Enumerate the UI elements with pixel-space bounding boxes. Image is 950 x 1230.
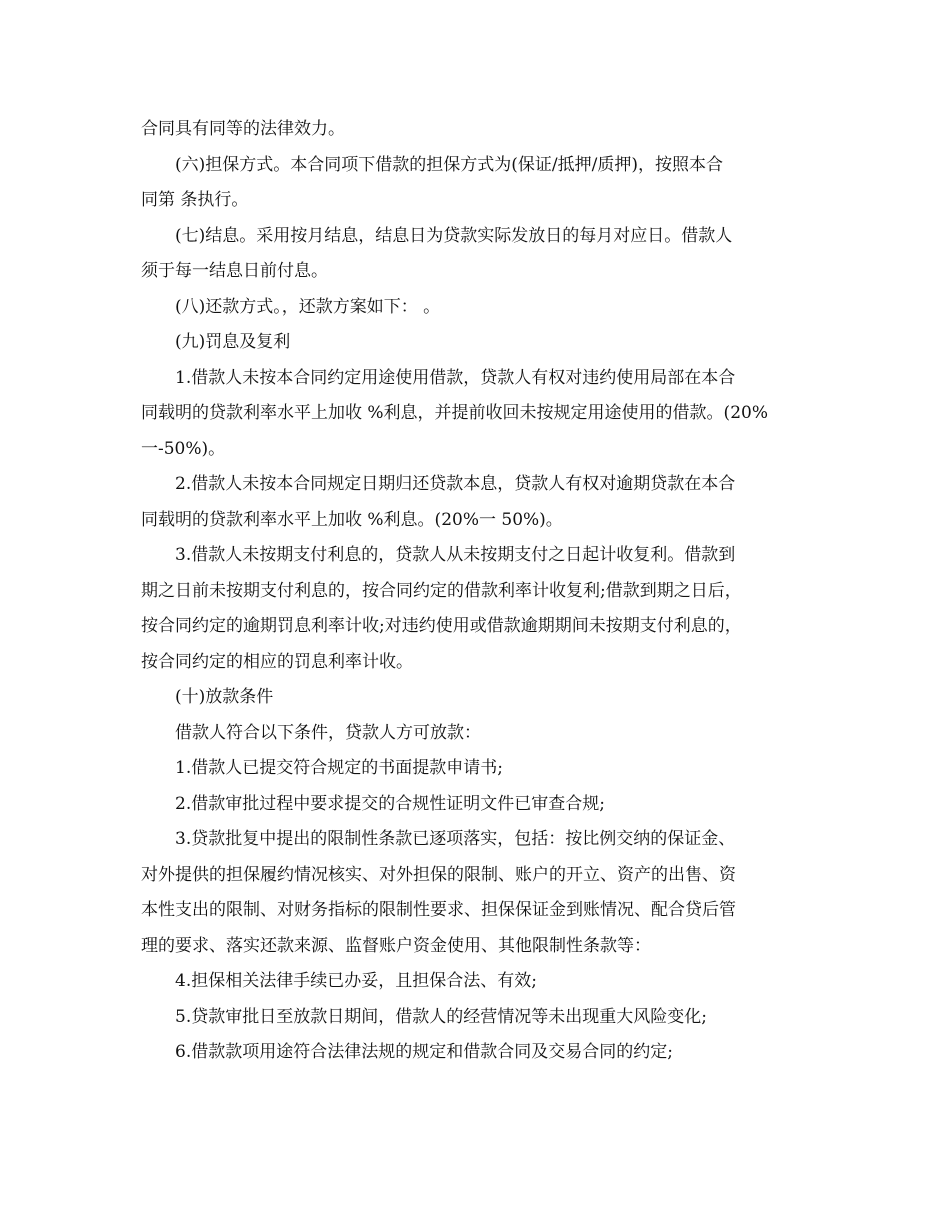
document-page	[141, 112, 811, 1071]
text-line: 一-50%)。	[141, 438, 226, 459]
text-line: (六)担保方式。本合同项下借款的担保方式为(保证/抵押/质押)，按照本合	[175, 154, 723, 175]
section-heading: (九)罚息及复利	[175, 332, 291, 352]
text-line: 合同具有同等的法律效力。	[141, 119, 345, 139]
list-item: 4.担保相关法律手续已办妥，且担保合法、有效;	[175, 971, 537, 991]
list-item: 2.借款审批过程中要求提交的合规性证明文件已审查合规;	[175, 793, 605, 814]
text-line: 期之日前未按期支付利息的，按合同约定的借款利率计收复利;借款到期之日后，	[141, 580, 742, 601]
text-line: 本性支出的限制、对财务指标的限制性要求、担保保证金到账情况、配合贷后管	[141, 900, 736, 920]
text-line: 同第 条执行。	[141, 190, 249, 210]
text-line: 借款人符合以下条件，贷款人方可放款：	[175, 722, 481, 743]
text-line: 1.借款人未按本合同约定用途使用借款，贷款人有权对违约使用局部在本合	[175, 367, 736, 388]
text-line: 3.借款人未按期支付利息的，贷款人从未按期支付之日起计收复利。借款到	[175, 545, 736, 565]
section-heading: (十)放款条件	[175, 687, 274, 707]
text-line: 按合同约定的逾期罚息利率计收;对违约使用或借款逾期期间未按期支付利息的，	[141, 616, 742, 636]
text-line: 同载明的贷款利率水平上加收 %利息。(20%一 50%)。	[141, 509, 563, 530]
text-line: (八)还款方式。，还款方案如下： 。	[175, 296, 441, 317]
text-line: 按合同约定的相应的罚息利率计收。	[141, 651, 413, 672]
list-item: 6.借款款项用途符合法律法规的规定和借款合同及交易合同的约定;	[175, 1042, 673, 1062]
list-item: 1.借款人已提交符合规定的书面提款申请书;	[175, 758, 503, 778]
text-line: 理的要求、落实还款来源、监督账户资金使用、其他限制性条款等：	[141, 935, 651, 956]
text-line: 2.借款人未按本合同规定日期归还贷款本息，贷款人有权对逾期贷款在本合	[175, 474, 736, 494]
text-line: (七)结息。采用按月结息，结息日为贷款实际发放日的每月对应日。借款人	[175, 225, 733, 246]
list-item: 5.贷款审批日至放款日期间，借款人的经营情况等未出现重大风险变化;	[175, 1006, 707, 1027]
text-line: 同载明的贷款利率水平上加收 %利息，并提前收回未按规定用途使用的借款。(20%	[141, 403, 768, 423]
list-item: 3.贷款批复中提出的限制性条款已逐项落实，包括：按比例交纳的保证金、	[175, 829, 736, 849]
text-line: 对外提供的担保履约情况核实、对外担保的限制、账户的开立、资产的出售、资	[141, 864, 736, 885]
text-line: 须于每一结息日前付息。	[141, 261, 328, 281]
